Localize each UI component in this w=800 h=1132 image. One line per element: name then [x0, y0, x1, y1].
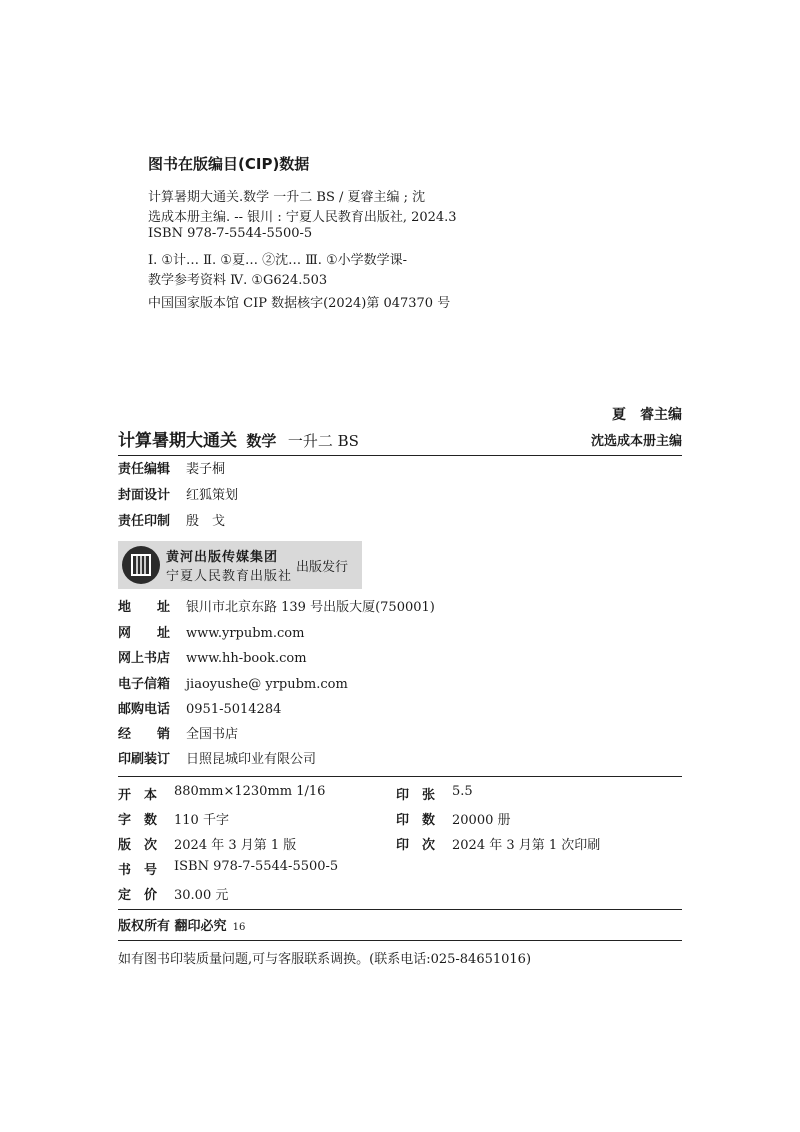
contact-label: 网上书店 — [118, 651, 171, 666]
contact-value: 银川市北京东路 139 号出版大厦(750001) — [186, 600, 435, 615]
contact-row — [118, 699, 281, 721]
staff-value: 裴子桐 — [186, 462, 226, 477]
book-title-line — [118, 426, 359, 451]
publisher-logo-icon — [122, 546, 160, 584]
publisher-logo-box — [118, 541, 362, 589]
contact-label: 印刷装订 — [118, 752, 171, 767]
contact-label: 网 址 — [118, 626, 171, 641]
staff-row — [118, 511, 225, 533]
spec-value: 30.00 元 — [174, 888, 229, 903]
spec-label: 定 价 — [118, 888, 158, 903]
contact-label: 经 销 — [118, 727, 171, 742]
rights-code: 16 — [232, 922, 246, 933]
staff-row — [118, 485, 238, 507]
book-title: 计算暑期大通关 — [118, 431, 237, 451]
contact-label: 地 址 — [118, 600, 171, 615]
spec-label: 印 数 — [396, 813, 436, 828]
cip-line-3: ISBN 978-7-5544-5500-5 — [148, 226, 313, 241]
title-divider — [118, 455, 682, 456]
contact-value: 全国书店 — [186, 727, 239, 742]
contact-row — [118, 597, 435, 619]
spec-value: ISBN 978-7-5544-5500-5 — [174, 859, 339, 874]
staff-label: 责任编辑 — [118, 462, 171, 477]
cip-line-5: 教学参考资料 Ⅳ. ①G624.503 — [148, 273, 328, 288]
cip-line-4: Ⅰ. ①计… Ⅱ. ①夏… ②沈… Ⅲ. ①小学数学课- — [148, 253, 408, 268]
staff-row — [118, 459, 225, 481]
contact-value: www.hh-book.com — [186, 651, 307, 666]
cip-heading: 图书在版编目(CIP)数据 — [148, 155, 310, 173]
publisher-group: 黄河出版传媒集团 — [166, 550, 279, 565]
main-editor: 夏 睿主编 — [612, 407, 682, 423]
quality-notice: 如有图书印装质量问题,可与客服联系调换。(联系电话:025-84651016) — [118, 952, 532, 967]
staff-value: 殷 戈 — [186, 514, 226, 529]
cip-line-6: 中国国家版本馆 CIP 数据核字(2024)第 047370 号 — [148, 296, 451, 311]
spec-label: 书 号 — [118, 863, 158, 878]
specs-divider-bottom — [118, 909, 682, 910]
cip-line-2: 选成本册主编. -- 银川 : 宁夏人民教育出版社, 2024.3 — [148, 210, 457, 225]
book-subject: 数学 — [246, 432, 277, 450]
volume-editor: 沈选成本册主编 — [590, 434, 682, 449]
rights-divider — [118, 940, 682, 941]
rights-text: 版权所有 翻印必究 — [118, 919, 227, 934]
staff-label: 责任印制 — [118, 514, 171, 529]
spec-value: 5.5 — [452, 784, 473, 799]
contact-row — [118, 623, 304, 645]
spec-label: 开 本 — [118, 788, 158, 803]
spec-label: 印 次 — [396, 838, 436, 853]
contact-value: jiaoyushe@ yrpubm.com — [186, 677, 348, 692]
staff-value: 红狐策划 — [186, 488, 239, 503]
contact-label: 邮购电话 — [118, 702, 171, 717]
specs-divider-top — [118, 776, 682, 777]
spec-value: 110 千字 — [174, 813, 229, 828]
contact-row — [118, 724, 238, 746]
contact-row — [118, 749, 316, 771]
contact-value: 0951-5014284 — [186, 702, 282, 717]
spec-value: 2024 年 3 月第 1 版 — [174, 838, 297, 853]
contact-label: 电子信箱 — [118, 677, 171, 692]
contact-row — [118, 648, 307, 670]
contact-value: www.yrpubm.com — [186, 626, 305, 641]
contact-value: 日照昆城印业有限公司 — [186, 752, 317, 767]
spec-value: 880mm×1230mm 1/16 — [174, 784, 326, 799]
staff-label: 封面设计 — [118, 488, 171, 503]
publisher-action: 出版发行 — [296, 560, 349, 575]
cip-line-1: 计算暑期大通关.数学 一升二 BS / 夏睿主编 ; 沈 — [148, 190, 426, 205]
spec-value: 20000 册 — [452, 813, 511, 828]
contact-row — [118, 674, 348, 696]
publisher-name: 宁夏人民教育出版社 — [166, 569, 293, 584]
spec-label: 印 张 — [396, 788, 436, 803]
spec-label: 版 次 — [118, 838, 158, 853]
spec-value: 2024 年 3 月第 1 次印刷 — [452, 838, 601, 853]
book-grade: 一升二 BS — [287, 432, 359, 450]
rights-line — [118, 915, 245, 934]
spec-label: 字 数 — [118, 813, 158, 828]
